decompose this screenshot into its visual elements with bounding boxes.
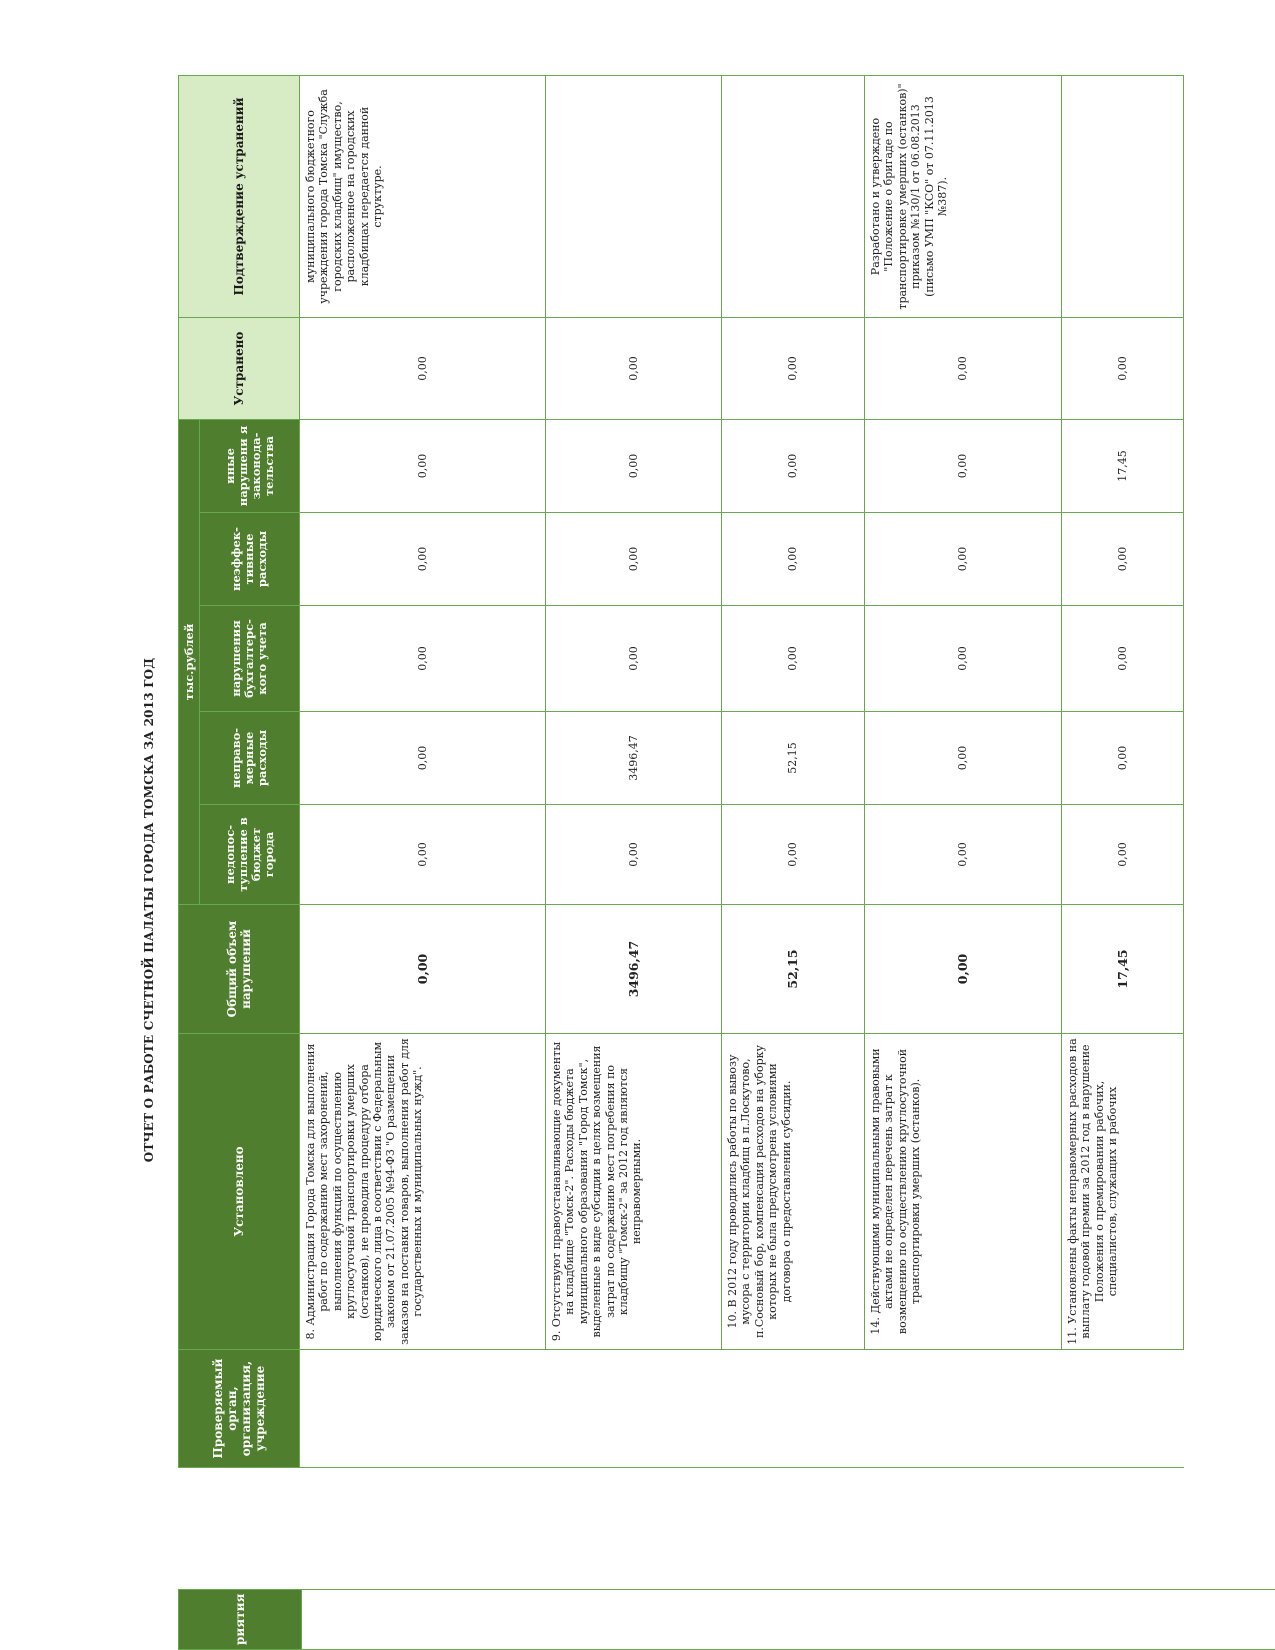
cell-eliminated: 0,00	[1062, 318, 1184, 420]
cell-unlawful: 0,00	[300, 712, 546, 805]
cell-confirmation	[546, 76, 722, 318]
cell-unlawful: 0,00	[865, 712, 1062, 805]
cell-confirmation: муниципального бюджетного учреждения города Томска "Служба городских кладбищ" имущество, расположенное на городских кладбищах передается данной структуре.	[300, 76, 546, 318]
cell-confirmation	[1062, 76, 1184, 318]
cell-ineffective: 0,00	[546, 513, 722, 606]
cell-organ	[1062, 1350, 1184, 1468]
header-total: Общий объем нарушений	[179, 905, 300, 1034]
cell-total: 52,15	[722, 905, 865, 1034]
cell-established: 14. Действующими муниципальными правовыми актами не определен перечень затрат к возмещению по осуществлению круглосуточной транспортировки умерших (останков).	[865, 1034, 1062, 1350]
cell-accounting: 0,00	[546, 606, 722, 712]
partial-column-header: риятия	[179, 1589, 302, 1649]
partial-left-table	[178, 1589, 1275, 1650]
page-title: ОТЧЕТ О РАБОТЕ СЧЕТНОЙ ПАЛАТЫ ГОРОДА ТОМСКА ЗА 2013 ГОД	[142, 657, 156, 1163]
cell-established: 8. Администрация Города Томска для выполнения работ по содержанию мест захоронений, выполнения функций по осуществлению круглосуточной транспортировки умерших (останков), не проводила процедуру отбора юридического лица в соответствии с Федеральным законом от 21.07.2005 №94-ФЗ "О размещении заказов на поставки товаров, выполнения работ для государственных и муниципальных нужд".	[300, 1034, 546, 1350]
header-confirmation: Подтверждение устранений	[179, 76, 300, 318]
table-row	[722, 76, 865, 1468]
cell-eliminated: 0,00	[865, 318, 1062, 420]
cell-ineffective: 0,00	[722, 513, 865, 606]
cell-underreceipt: 0,00	[722, 805, 865, 905]
cell-established: 9. Отсутствуют правоустанавливающие документы на кладбище "Томск-2". Расходы бюджета муниципального образования "Город Томск", выделенные в виде субсидии в целях возмещения затрат по содержанию мест погребения по кладбищу "Томск-2" за 2012 год являются неправомерными.	[546, 1034, 722, 1350]
cell-established: 11. Установлены факты неправомерных расходов на выплату годовой премии за 2012 год в нарушение Положения о премировании рабочих, специалистов, служащих и рабочих	[1062, 1034, 1184, 1350]
table-row	[546, 76, 722, 1468]
table-row	[300, 76, 546, 1468]
header-established: Установлено	[179, 1034, 300, 1350]
cell-eliminated: 0,00	[722, 318, 865, 420]
cell-unlawful: 52,15	[722, 712, 865, 805]
cell-other: 0,00	[865, 420, 1062, 513]
cell-ineffective: 0,00	[300, 513, 546, 606]
cell-accounting: 0,00	[865, 606, 1062, 712]
cell-other: 0,00	[722, 420, 865, 513]
cell-accounting: 0,00	[722, 606, 865, 712]
header-accounting: нарушения бухгалтерс-кого учета	[200, 606, 300, 712]
table-row	[865, 76, 1062, 1468]
header-other: иные нарушени я законода-тельства	[200, 420, 300, 513]
cell-eliminated: 0,00	[300, 318, 546, 420]
header-ineffective: неэффек-тивные расходы	[200, 513, 300, 606]
cell-total: 0,00	[300, 905, 546, 1034]
header-eliminated: Устранено	[179, 318, 300, 420]
cell-ineffective: 0,00	[1062, 513, 1184, 606]
cell-underreceipt: 0,00	[546, 805, 722, 905]
header-underreceipt: недопос-тупление в бюджет города	[200, 805, 300, 905]
cell-other: 17,45	[1062, 420, 1184, 513]
header-units: тыс.рублей	[179, 420, 200, 905]
cell-established: 10. В 2012 году проводились работы по вывозу мусора с территории кладбищ в п.Лоскутово, п.Сосновый бор, компенсация расходов на уборку которых не была предусмотрена условиями договора о предоставлении субсидии.	[722, 1034, 865, 1350]
cell-organ	[722, 1350, 865, 1468]
cell-unlawful: 3496,47	[546, 712, 722, 805]
cell-other: 0,00	[300, 420, 546, 513]
cell-ineffective: 0,00	[865, 513, 1062, 606]
violations-table	[178, 75, 1184, 1468]
cell-total: 17,45	[1062, 905, 1184, 1034]
partial-column-cell	[302, 1589, 1275, 1649]
header-organ: Проверяемый орган, организация, учреждение	[179, 1350, 300, 1468]
cell-underreceipt: 0,00	[1062, 805, 1184, 905]
cell-accounting: 0,00	[1062, 606, 1184, 712]
cell-accounting: 0,00	[300, 606, 546, 712]
cell-confirmation: Разработано и утверждено "Положение о бригаде по транспортировке умерших (останков)" приказом №130/1 от 06.08.2013 (письмо УМП "КСО" от 07.11.2013 №387).	[865, 76, 1062, 318]
cell-underreceipt: 0,00	[865, 805, 1062, 905]
cell-eliminated: 0,00	[546, 318, 722, 420]
cell-total: 0,00	[865, 905, 1062, 1034]
cell-underreceipt: 0,00	[300, 805, 546, 905]
cell-organ	[300, 1350, 546, 1468]
cell-organ	[546, 1350, 722, 1468]
cell-organ	[865, 1350, 1062, 1468]
header-unlawful: неправо-мерные расходы	[200, 712, 300, 805]
cell-confirmation	[722, 76, 865, 318]
cell-total: 3496,47	[546, 905, 722, 1034]
cell-other: 0,00	[546, 420, 722, 513]
table-row	[1062, 76, 1184, 1468]
cell-unlawful: 0,00	[1062, 712, 1184, 805]
